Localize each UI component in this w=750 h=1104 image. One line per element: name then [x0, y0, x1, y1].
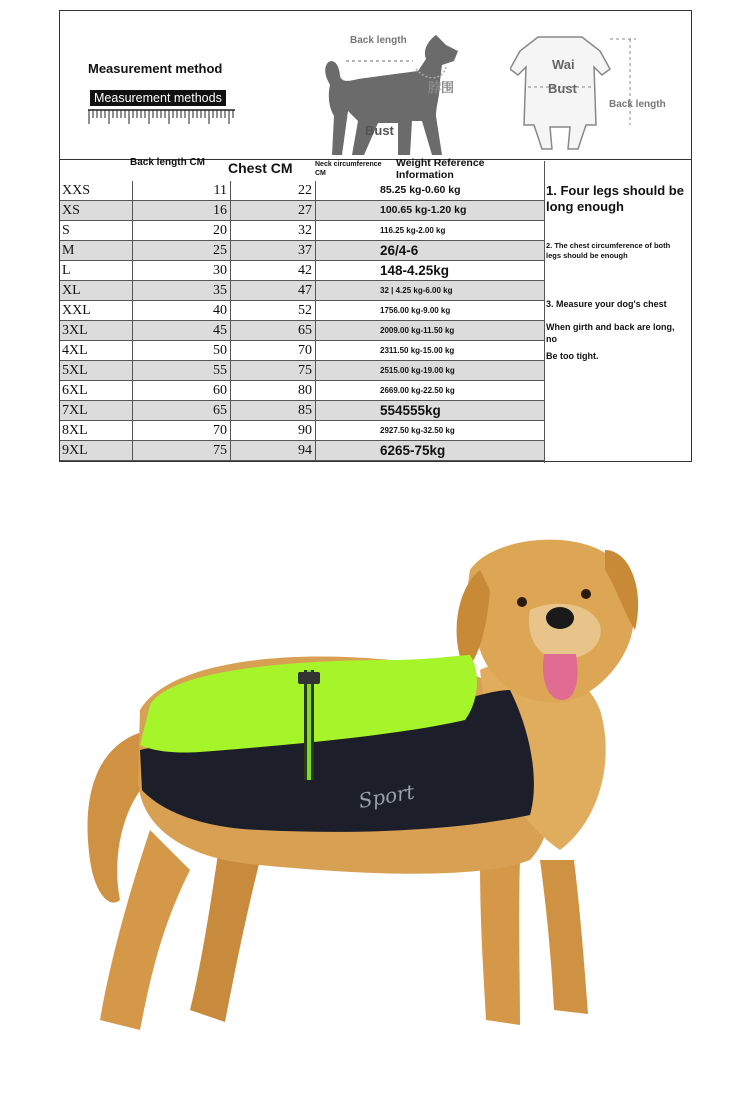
size-cell: 9XL [62, 443, 88, 458]
note-chest-legs: 2. The chest circumference of both legs should be enough [546, 241, 671, 260]
chest-cell: 65 [230, 321, 315, 340]
chest-cell: 22 [230, 181, 315, 200]
back-length-cell: 45 [132, 321, 230, 340]
weight-cell: 2311.50 kg-15.00 kg [315, 341, 544, 360]
garment-bust-label: Bust [548, 81, 577, 96]
table-row [60, 381, 544, 401]
table-row [60, 361, 544, 381]
back-length-cell: 30 [132, 261, 230, 280]
table-row [60, 261, 544, 281]
size-cell: XS [62, 203, 80, 218]
size-cell: 3XL [62, 323, 88, 338]
weight-cell: 26/4-6 [315, 241, 544, 260]
note-not-tight: Be too tight. [546, 351, 599, 361]
chest-cell: 32 [230, 221, 315, 240]
weight-cell: 148-4.25kg [315, 261, 544, 280]
dog-back-length-label: Back length [350, 35, 407, 46]
back-length-cell: 55 [132, 361, 230, 380]
dog-measure-figure [318, 21, 468, 159]
back-length-cell: 20 [132, 221, 230, 240]
garment-waist-label: Wai [552, 57, 575, 72]
chest-cell: 47 [230, 281, 315, 300]
back-length-cell: 25 [132, 241, 230, 260]
col-header-weight: Weight Reference Information [396, 157, 485, 181]
weight-cell: 1756.00 kg-9.00 kg [315, 301, 544, 320]
weight-cell: 100.65 kg-1.20 kg [315, 201, 544, 220]
size-cell: XL [62, 283, 81, 298]
size-cell: L [62, 263, 71, 278]
notes-divider [544, 161, 545, 463]
table-row [60, 321, 544, 341]
garment-measure-figure [510, 29, 680, 154]
dog-bust-label: Bust [365, 123, 394, 138]
back-length-cell: 40 [132, 301, 230, 320]
size-cell: 6XL [62, 383, 88, 398]
chest-cell: 85 [230, 401, 315, 420]
chest-cell: 37 [230, 241, 315, 260]
chest-cell: 52 [230, 301, 315, 320]
size-cell: 7XL [62, 403, 88, 418]
table-row [60, 301, 544, 321]
dog-garment-icon [510, 29, 680, 154]
table-row [60, 201, 544, 221]
chest-cell: 27 [230, 201, 315, 220]
weight-cell: 2009.00 kg-11.50 kg [315, 321, 544, 340]
note-girth-back: When girth and back are long, no [546, 322, 675, 344]
table-row [60, 281, 544, 301]
dog-in-coat-illustration [60, 530, 660, 1060]
size-cell: 5XL [62, 363, 88, 378]
note-four-legs: 1. Four legs should be long enough [546, 183, 684, 214]
chest-cell: 70 [230, 341, 315, 360]
col-header-chest: Chest CM [228, 160, 293, 176]
table-row [60, 221, 544, 241]
size-cell: S [62, 223, 70, 238]
chest-cell: 75 [230, 361, 315, 380]
weight-cell: 2515.00 kg-19.00 kg [315, 361, 544, 380]
weight-cell: 2669.00 kg-22.50 kg [315, 381, 544, 400]
back-length-cell: 50 [132, 341, 230, 360]
chest-cell: 80 [230, 381, 315, 400]
measuring-ruler [88, 89, 235, 129]
weight-cell: 6265-75kg [315, 441, 544, 460]
size-cell: 4XL [62, 343, 88, 358]
back-length-cell: 60 [132, 381, 230, 400]
chest-cell: 90 [230, 421, 315, 440]
measurement-method-title: Measurement method [88, 61, 223, 76]
back-length-cell: 11 [132, 181, 230, 200]
product-photo [60, 530, 660, 1060]
weight-cell: 554555kg [315, 401, 544, 420]
weight-cell: 2927.50 kg-32.50 kg [315, 421, 544, 440]
back-length-cell: 75 [132, 441, 230, 460]
table-row [60, 241, 544, 261]
size-chart [59, 10, 692, 462]
back-length-cell: 35 [132, 281, 230, 300]
note-measure-chest: 3. Measure your dog's chest [546, 299, 667, 309]
table-row [60, 421, 544, 441]
back-length-cell: 65 [132, 401, 230, 420]
size-cell: M [62, 243, 75, 258]
table-row [60, 401, 544, 421]
weight-cell: 32 | 4.25 kg-6.00 kg [315, 281, 544, 300]
table-row [60, 341, 544, 361]
back-length-cell: 70 [132, 421, 230, 440]
size-cell: XXS [62, 183, 91, 198]
table-row [60, 441, 544, 461]
back-length-cell: 16 [132, 201, 230, 220]
col-header-back-length: Back length CM [130, 157, 206, 168]
weight-cell: 116.25 kg-2.00 kg [315, 221, 544, 240]
table-row [60, 181, 544, 201]
chest-cell: 94 [230, 441, 315, 460]
ruler-label: Measurement methods [90, 90, 226, 106]
ruler-ticks-icon [88, 109, 235, 127]
chest-cell: 42 [230, 261, 315, 280]
coat-text: Sport [356, 779, 417, 813]
weight-cell: 85.25 kg-0.60 kg [315, 181, 544, 200]
dog-neck-label: 脖围 [428, 80, 455, 95]
garment-back-length-label: Back length [609, 99, 666, 110]
size-cell: 8XL [62, 423, 88, 438]
col-header-neck: Neck circumference CM [315, 161, 382, 177]
size-cell: XXL [62, 303, 91, 318]
